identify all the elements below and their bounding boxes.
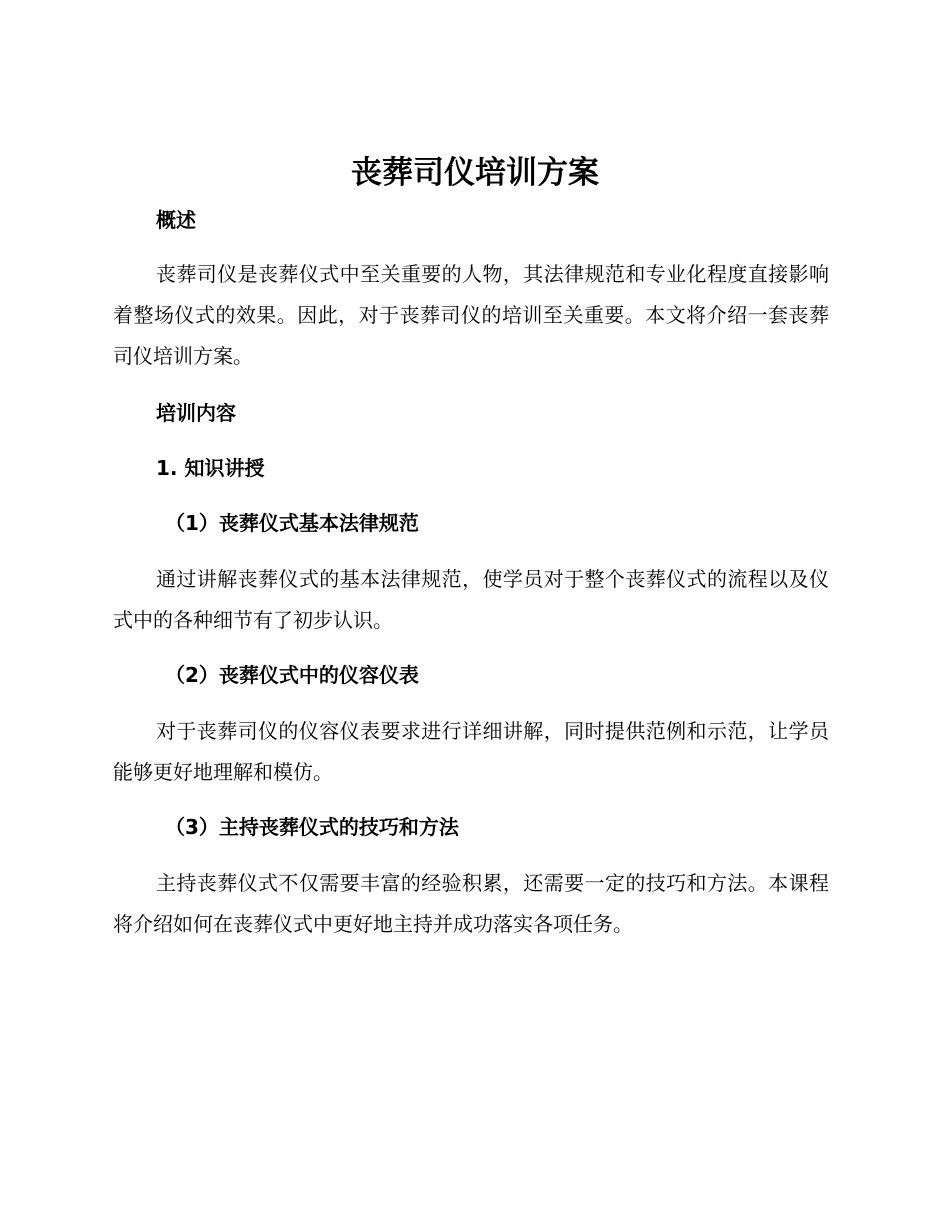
section-heading-knowledge-teaching: 1. 知识讲授 bbox=[156, 456, 265, 480]
hosting-skills-paragraph: 主持丧葬仪式不仅需要丰富的经验积累，还需要一定的技巧和方法。本课程将介绍如何在丧葬仪式中更好地主持并成功落实各项任务。 bbox=[113, 871, 829, 936]
appearance-paragraph: 对于丧葬司仪的仪容仪表要求进行详细讲解，同时提供范例和示范，让学员能够更好地理解和模仿。 bbox=[113, 719, 829, 784]
section-heading-training-content: 培训内容 bbox=[156, 401, 236, 425]
subsection-heading-appearance: （2）丧葬仪式中的仪容仪表 bbox=[165, 663, 419, 687]
overview-paragraph: 丧葬司仪是丧葬仪式中至关重要的人物，其法律规范和专业化程度直接影响着整场仪式的效果。因此，对于丧葬司仪的培训至关重要。本文将介绍一套丧葬司仪培训方案。 bbox=[113, 262, 829, 368]
document-title: 丧葬司仪培训方案 bbox=[351, 155, 599, 191]
subsection-heading-hosting-skills: （3）主持丧葬仪式的技巧和方法 bbox=[165, 815, 459, 839]
legal-norms-paragraph: 通过讲解丧葬仪式的基本法律规范，使学员对于整个丧葬仪式的流程以及仪式中的各种细节有了初步认识。 bbox=[113, 567, 829, 632]
section-heading-overview: 概述 bbox=[156, 208, 196, 232]
subsection-heading-legal-norms: （1）丧葬仪式基本法律规范 bbox=[165, 511, 419, 535]
